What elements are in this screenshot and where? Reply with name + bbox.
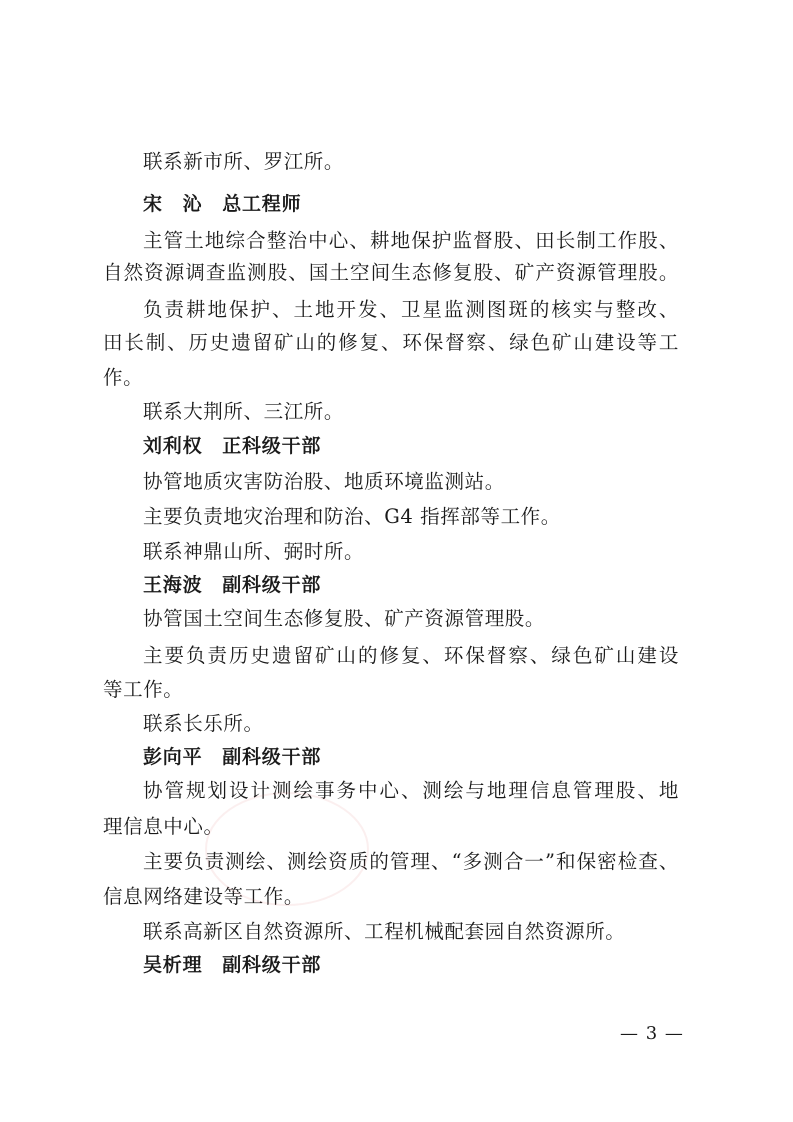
paragraph-continuation: 信息网络建设等工作。 [103,885,305,908]
paragraph: 主要负责历史遗留矿山的修复、环保督察、绿色矿山建设 [143,644,679,667]
paragraph: 联系大荆所、三江所。 [143,400,345,423]
paragraph: 主要负责测绘、测绘资质的管理、“多测合一”和保密检查、 [143,850,679,873]
paragraph-continuation: 作。 [103,366,144,389]
person-heading: 宋 沁 总工程师 [143,193,302,215]
paragraph: 联系新市所、罗江所。 [143,150,345,173]
paragraph-continuation: 等工作。 [103,678,184,701]
paragraph: 主管土地综合整治中心、耕地保护监督股、田长制工作股、 [143,229,679,252]
person-heading: 彭向平 副科级干部 [143,746,322,768]
paragraph: 联系长乐所。 [143,712,264,735]
paragraph: 协管规划设计测绘事务中心、测绘与地理信息管理股、地 [143,779,679,802]
paragraph-continuation: 理信息中心。 [103,815,224,838]
paragraph-continuation: 田长制、历史遗留矿山的修复、环保督察、绿色矿山建设等工 [103,331,679,354]
person-heading: 王海波 副科级干部 [143,574,322,596]
paragraph-continuation: 自然资源调查监测股、国土空间生态修复股、矿产资源管理股。 [103,261,679,284]
person-heading: 刘利权 正科级干部 [143,435,322,457]
paragraph: 主要负责地灾治理和防治、G4 指挥部等工作。 [143,505,561,528]
paragraph: 联系高新区自然资源所、工程机械配套园自然资源所。 [143,920,626,943]
paragraph: 协管国土空间生态修复股、矿产资源管理股。 [143,607,546,630]
page-number: — 3 — [620,1023,684,1044]
person-heading: 吴析理 副科级干部 [143,954,322,976]
paragraph: 联系神鼎山所、弼时所。 [143,540,365,563]
paragraph: 负责耕地保护、土地开发、卫星监测图斑的核实与整改、 [143,298,679,321]
paragraph: 协管地质灾害防治股、地质环境监测站。 [143,470,505,493]
